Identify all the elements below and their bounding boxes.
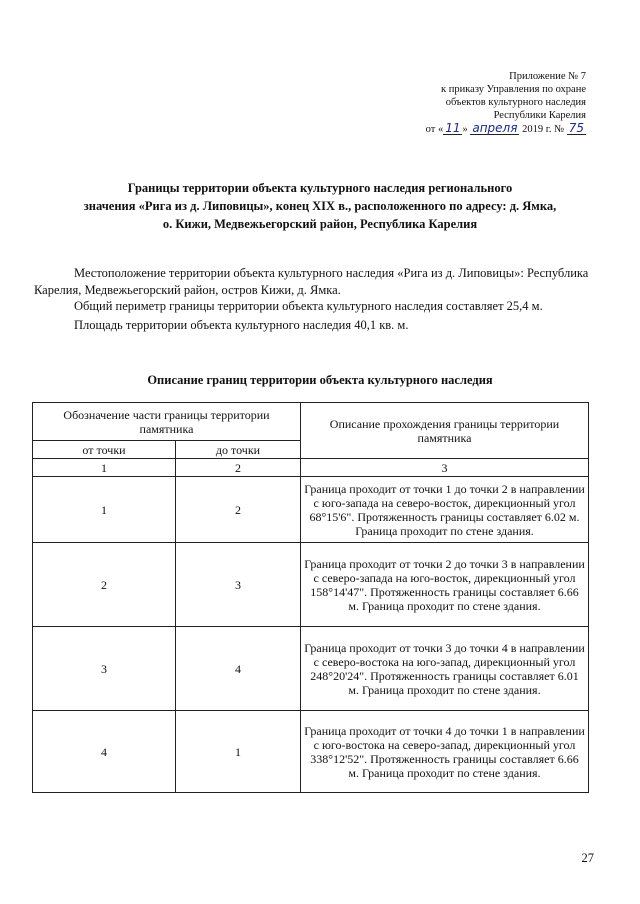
to-point-cell: 4 (176, 627, 301, 711)
header-to-point: до точки (176, 441, 301, 459)
appendix-order-ref: к приказу Управления по охране (441, 84, 586, 95)
document-title (40, 179, 600, 233)
order-quote-close: » (462, 124, 468, 135)
header-description: Описание прохождения границы территории памятника (301, 403, 589, 459)
description-cell: Граница проходит от точки 2 до точки 3 в направлении с северо-запада на юго-восток, дирекционный угол 158°14'47". Протяженность границы составляет 6.66 м. Граница проходит по стене здания. (301, 543, 589, 627)
header-from-point: от точки (33, 441, 176, 459)
table-row (33, 543, 589, 627)
header-boundary-part: Обозначение части границы территории памятника (33, 403, 301, 441)
column-number-row (33, 459, 589, 477)
table-row (33, 627, 589, 711)
location-paragraph: Местоположение территории объекта культурного наследия «Рига из д. Липовицы»: Республика Карелия, Медвежьегорский район, остров Кижи, д. Ямка. (34, 266, 589, 297)
page-number: 27 (581, 851, 594, 865)
order-month: апреля (472, 121, 518, 135)
table-row (33, 477, 589, 543)
to-point-cell: 2 (176, 477, 301, 543)
boundary-table (32, 402, 589, 793)
from-point-cell: 3 (33, 627, 176, 711)
appendix-org: объектов культурного наследия (445, 97, 586, 108)
table-header-row (33, 403, 589, 441)
to-point-cell: 3 (176, 543, 301, 627)
title-line-3: о. Кижи, Медвежьегорский район, Республика Карелия (162, 217, 478, 231)
appendix-republic: Республики Карелия (493, 110, 586, 121)
order-day: 11 (445, 121, 461, 135)
table-row (33, 711, 589, 793)
appendix-title: Приложение № 7 (509, 71, 586, 82)
from-point-cell: 2 (33, 543, 176, 627)
column-number: 1 (33, 459, 176, 477)
title-line-1: Границы территории объекта культурного наследия регионального (127, 181, 513, 195)
order-from-prefix: от « (425, 124, 444, 135)
description-cell: Граница проходит от точки 4 до точки 1 в направлении с юго-востока на северо-запад, дирекционный угол 338°12'52". Протяженность границы составляет 6.66 м. Граница проходит по стене здания. (301, 711, 589, 793)
from-point-cell: 1 (33, 477, 176, 543)
column-number: 2 (176, 459, 301, 477)
column-number: 3 (301, 459, 589, 477)
from-point-cell: 4 (33, 711, 176, 793)
perimeter-paragraph: Общий периметр границы территории объекта культурного наследия составляет 25,4 м. (74, 299, 543, 313)
title-line-2: значения «Рига из д. Липовицы», конец XIX в., расположенного по адресу: д. Ямка, (83, 199, 557, 213)
area-paragraph: Площадь территории объекта культурного наследия 40,1 кв. м. (74, 317, 409, 332)
section-title: Описание границ территории объекта культурного наследия (147, 373, 493, 387)
description-cell: Граница проходит от точки 1 до точки 2 в направлении с юго-запада на северо-восток, дирекционный угол 68°15'6". Протяженность границы составляет 6.02 м. Граница проходит по стене здания. (301, 477, 589, 543)
order-date-line (346, 122, 586, 136)
order-year: 2019 г. № (522, 124, 565, 135)
to-point-cell: 1 (176, 711, 301, 793)
description-cell: Граница проходит от точки 3 до точки 4 в направлении с северо-востока на юго-запад, дирекционный угол 248°20'24". Протяженность границы составляет 6.01 м. Граница проходит по стене здания. (301, 627, 589, 711)
appendix-block (346, 70, 586, 136)
order-number: 75 (568, 121, 584, 135)
body-text (34, 265, 594, 333)
